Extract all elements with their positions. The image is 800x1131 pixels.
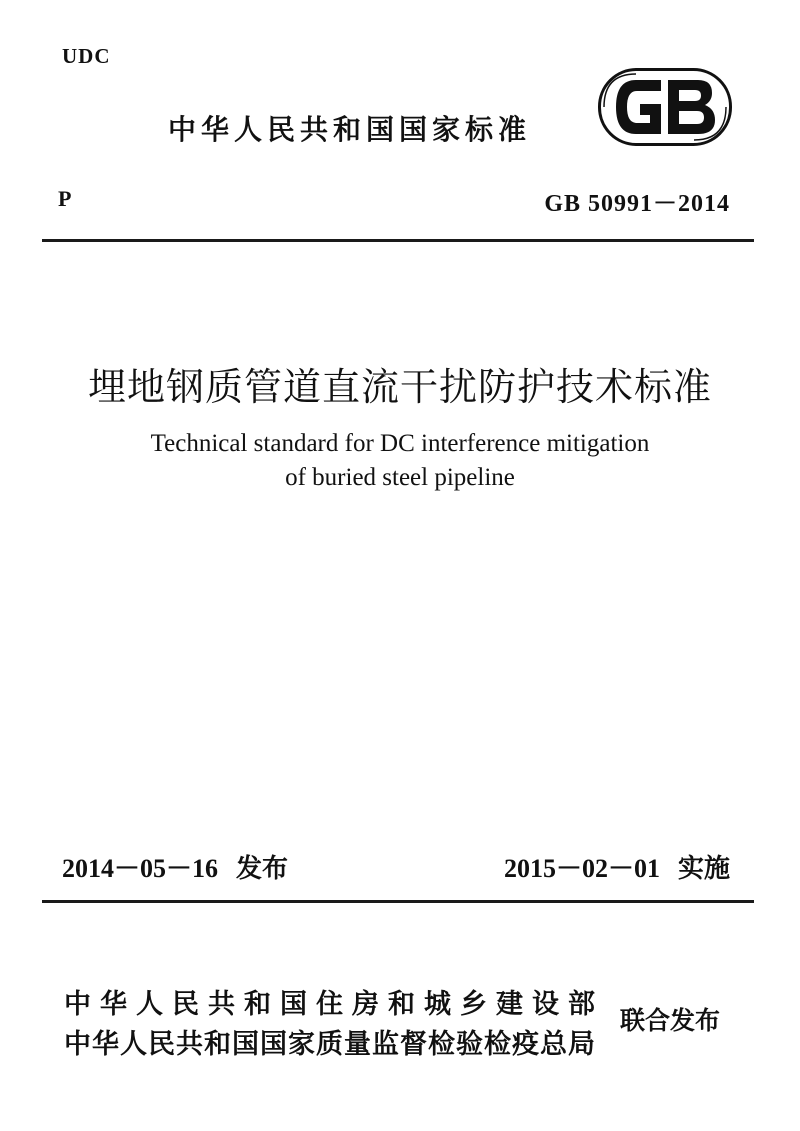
document-title-chinese: 埋地钢质管道直流干扰防护技术标准 xyxy=(87,365,712,409)
issuer-ministry-housing: 中华人民共和国住房和城乡建设部 xyxy=(64,989,604,1020)
effective-label: 实施 xyxy=(677,854,730,884)
effective-date: 2015－02－01 xyxy=(503,854,660,883)
header-divider xyxy=(42,239,754,242)
document-title-english-line2: of buried steel pipeline xyxy=(285,464,515,491)
issue-label: 发布 xyxy=(236,854,289,884)
gb-logo xyxy=(598,68,732,146)
category-code: P xyxy=(58,186,72,211)
effective-date-block xyxy=(504,848,730,885)
udc-label: UDC xyxy=(62,44,111,68)
issue-date: 2014－05－16 xyxy=(62,854,219,883)
issue-date-block xyxy=(62,848,288,885)
standard-type-title: 中华人民共和国国家标准 xyxy=(168,113,532,146)
footer-divider xyxy=(42,900,754,903)
standard-number: GB 50991－2014 xyxy=(544,191,730,217)
issuer-quality-administration: 中华人民共和国国家质量监督检验检疫总局 xyxy=(64,1029,596,1060)
document-title-english-line1: Technical standard for DC interference mitigation xyxy=(150,430,650,457)
joint-issue-label: 联合发布 xyxy=(620,1006,721,1035)
